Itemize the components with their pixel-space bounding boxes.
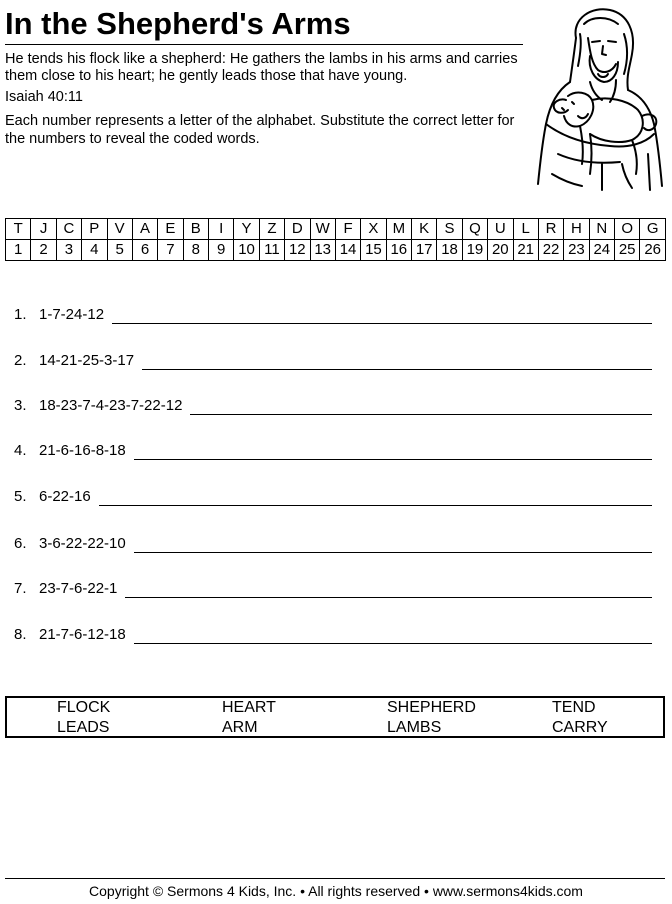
word-bank-word: CARRY [552,719,608,736]
answer-line[interactable] [112,323,652,324]
cipher-number: 23 [564,240,589,261]
cipher-number: 21 [513,240,538,261]
cipher-number: 12 [285,240,310,261]
cipher-letter: J [31,219,56,240]
word-bank-word: LAMBS [387,719,442,736]
footer-divider [5,878,665,879]
cipher-letter: I [209,219,234,240]
question-row [14,397,652,415]
question-number: 4. [14,442,27,459]
cipher-letter: F [335,219,360,240]
cipher-letter: E [158,219,183,240]
cipher-letter: G [640,219,666,240]
question-number: 8. [14,626,27,643]
answer-line[interactable] [134,459,652,460]
cipher-letter: H [564,219,589,240]
cipher-letter: U [488,219,513,240]
question-number: 6. [14,535,27,552]
question-number: 3. [14,397,27,414]
cipher-letter: Q [462,219,487,240]
question-code: 1-7-24-12 [39,306,105,323]
answer-line[interactable] [134,643,652,644]
cipher-number: 17 [412,240,437,261]
question-row [14,535,652,553]
shepherd-holding-lamb-icon [532,4,668,192]
cipher-number: 3 [56,240,81,261]
cipher-letter: V [107,219,132,240]
word-bank-word: LEADS [57,719,110,736]
title-divider [5,44,523,45]
cipher-number: 20 [488,240,513,261]
answer-line[interactable] [99,505,652,506]
bible-verse: He tends his flock like a shepherd: He gathers the lambs in his arms and carries them close to his heart; he gently leads those that have young. [5,51,518,84]
question-row [14,352,652,370]
verse-reference: Isaiah 40:11 [5,89,83,105]
answer-line[interactable] [134,552,652,553]
cipher-number: 11 [259,240,284,261]
question-number: 1. [14,306,27,323]
cipher-letter: T [6,219,31,240]
cipher-number: 1 [6,240,31,261]
cipher-number: 26 [640,240,666,261]
question-number: 2. [14,352,27,369]
cipher-number: 13 [310,240,335,261]
cipher-key-table [5,218,666,261]
word-bank-word: TEND [552,699,596,716]
cipher-letter: L [513,219,538,240]
question-code: 14-21-25-3-17 [39,352,135,369]
question-code: 21-7-6-12-18 [39,626,126,643]
cipher-number: 15 [361,240,386,261]
question-code: 23-7-6-22-1 [39,580,118,597]
answer-line[interactable] [125,597,652,598]
cipher-letter: B [183,219,208,240]
cipher-letter: O [615,219,640,240]
cipher-letter: X [361,219,386,240]
cipher-letter: Z [259,219,284,240]
cipher-letters-row [6,219,666,240]
cipher-letter: K [412,219,437,240]
cipher-number: 5 [107,240,132,261]
cipher-letter: W [310,219,335,240]
answer-line[interactable] [190,414,652,415]
question-number: 5. [14,488,27,505]
cipher-letter: A [132,219,157,240]
word-bank-word: HEART [222,699,276,716]
page-title: In the Shepherd's Arms [5,6,351,41]
question-row [14,488,652,506]
cipher-number: 2 [31,240,56,261]
question-code: 6-22-16 [39,488,91,505]
cipher-number: 7 [158,240,183,261]
instructions: Each number represents a letter of the alphabet. Substitute the correct letter for the numbers to reveal the coded words. [5,113,515,147]
word-bank-word: FLOCK [57,699,111,716]
cipher-number: 25 [615,240,640,261]
cipher-letter: P [82,219,107,240]
question-row [14,580,652,598]
cipher-letter: S [437,219,462,240]
word-bank [5,696,665,738]
cipher-number: 8 [183,240,208,261]
cipher-number: 9 [209,240,234,261]
cipher-number: 18 [437,240,462,261]
question-row [14,306,652,324]
cipher-letter: R [538,219,563,240]
answer-line[interactable] [142,369,652,370]
cipher-number: 6 [132,240,157,261]
cipher-number: 24 [589,240,614,261]
cipher-letter: D [285,219,310,240]
question-code: 21-6-16-8-18 [39,442,126,459]
question-code: 18-23-7-4-23-7-22-12 [39,397,183,414]
cipher-number: 10 [234,240,259,261]
cipher-number: 4 [82,240,107,261]
cipher-number: 22 [538,240,563,261]
question-row [14,442,652,460]
question-number: 7. [14,580,27,597]
cipher-letter: Y [234,219,259,240]
word-bank-word: ARM [222,719,258,736]
cipher-number: 14 [335,240,360,261]
cipher-number: 19 [462,240,487,261]
cipher-number: 16 [386,240,411,261]
question-row [14,626,652,644]
question-code: 3-6-22-22-10 [39,535,126,552]
word-bank-word: SHEPHERD [387,699,476,716]
copyright-footer: Copyright © Sermons 4 Kids, Inc. • All rights reserved • www.sermons4kids.com [89,883,583,899]
cipher-letter: M [386,219,411,240]
cipher-letter: N [589,219,614,240]
cipher-letter: C [56,219,81,240]
cipher-numbers-row [6,240,666,261]
